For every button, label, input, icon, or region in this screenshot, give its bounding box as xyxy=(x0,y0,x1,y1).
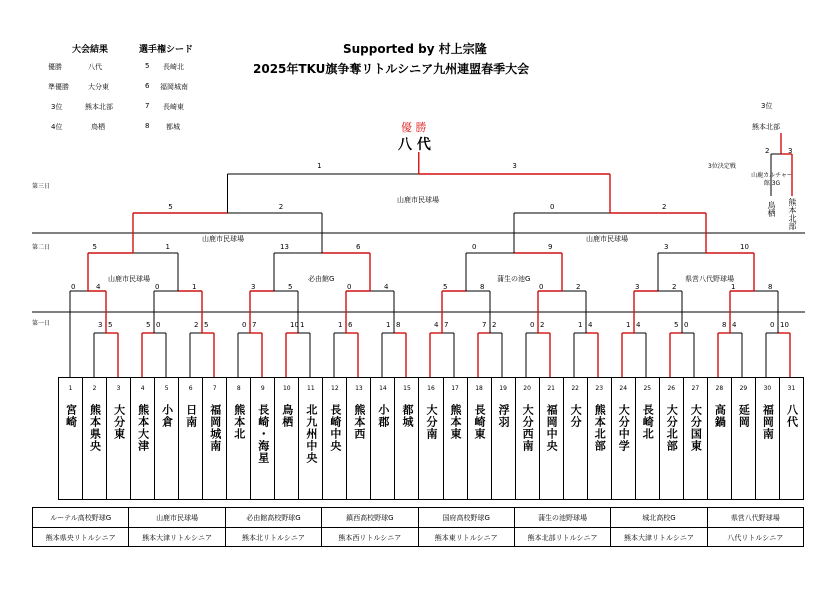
team-number: 20 xyxy=(523,385,531,392)
results-team: 熊本北部 xyxy=(85,103,113,111)
match-score: 5 xyxy=(443,283,448,291)
venue-host: 熊本北リトルシニア xyxy=(226,528,322,547)
team-cell xyxy=(780,378,803,499)
team-name: 熊本西 xyxy=(352,404,366,440)
match-score: 6 xyxy=(356,243,361,251)
third-place-venue: 山鹿カルチャー館 3G xyxy=(751,172,793,187)
match-score: 5 xyxy=(92,243,97,251)
match-score: 1 xyxy=(386,321,391,329)
seeds-title: 選手権シード xyxy=(139,45,194,55)
match-score: 5 xyxy=(674,321,679,329)
third-place-right-team: 熊本北部 xyxy=(788,198,797,230)
team-cell xyxy=(299,378,323,499)
match-score: 4 xyxy=(732,321,737,329)
match-score: 8 xyxy=(396,321,401,329)
match-score: 0 xyxy=(550,203,555,211)
team-name: 鳥栖 xyxy=(280,404,294,428)
team-name: 大分 xyxy=(569,404,583,428)
third-place-score: 3 xyxy=(788,147,793,155)
venue-host: 八代リトルシニア xyxy=(727,533,784,542)
team-number: 18 xyxy=(475,385,483,392)
match-score: 5 xyxy=(204,321,209,329)
team-cell xyxy=(323,378,347,499)
team-cell xyxy=(732,378,756,499)
match-score: 1 xyxy=(338,321,343,329)
venue-host: 熊本県央リトルシニア xyxy=(33,528,129,547)
match-score: 3 xyxy=(98,321,103,329)
match-score: 4 xyxy=(96,283,101,291)
match-score: 3 xyxy=(251,283,256,291)
team-cell xyxy=(227,378,251,499)
qf-venue: 山鹿市民球場 xyxy=(108,275,150,283)
team-cell xyxy=(444,378,468,499)
match-score: 10 xyxy=(780,321,789,329)
venue-table xyxy=(32,507,804,547)
third-place-match-label: 3位決定戦 xyxy=(708,163,736,170)
team-number: 5 xyxy=(164,385,169,392)
semi-venue-right: 山鹿市民球場 xyxy=(586,235,628,243)
match-score: 3 xyxy=(512,162,517,170)
match-score: 2 xyxy=(540,321,545,329)
team-name: 熊本北 xyxy=(232,404,246,440)
venue-ground: 必由館高校野球G xyxy=(226,508,322,527)
team-cell xyxy=(59,378,83,499)
team-number: 4 xyxy=(140,385,145,392)
team-cell xyxy=(516,378,540,499)
semi-venue-left: 山鹿市民球場 xyxy=(202,235,244,243)
team-cell xyxy=(83,378,107,499)
team-name: 大分中学 xyxy=(617,404,631,452)
team-cell xyxy=(708,378,732,499)
team-name: 熊本北部 xyxy=(593,404,607,452)
team-number: 27 xyxy=(691,385,700,392)
venue-ground: 山鹿市民球場 xyxy=(129,508,225,527)
team-number: 12 xyxy=(331,385,339,392)
match-score: 10 xyxy=(740,243,749,251)
team-name: 日南 xyxy=(184,404,198,428)
team-name: 大分北部 xyxy=(665,404,679,452)
team-cell xyxy=(492,378,516,499)
venue-ground: ルーテル高校野球G xyxy=(33,508,129,527)
team-number: 2 xyxy=(92,385,97,392)
results-label: 優勝 xyxy=(48,63,62,71)
team-name: 都城 xyxy=(400,404,414,428)
match-score: 7 xyxy=(444,321,449,329)
team-cell xyxy=(107,378,131,499)
team-number: 30 xyxy=(763,385,772,392)
results-team: 八代 xyxy=(88,63,102,71)
team-cell xyxy=(371,378,395,499)
team-cell xyxy=(612,378,636,499)
venue-ground: 国府高校野球G xyxy=(419,508,515,527)
team-name: 福岡城南 xyxy=(208,404,222,452)
match-score: 8 xyxy=(768,283,773,291)
team-name: 長崎中央 xyxy=(328,404,342,452)
match-score: 1 xyxy=(626,321,631,329)
team-number: 11 xyxy=(307,385,315,392)
seed-num: 8 xyxy=(145,122,150,130)
team-number: 13 xyxy=(355,385,363,392)
match-score: 0 xyxy=(472,243,477,251)
team-number: 9 xyxy=(260,385,265,392)
match-score: 10 xyxy=(290,321,299,329)
qf-venue: 県営八代野球場 xyxy=(685,275,734,283)
team-number: 26 xyxy=(667,385,676,392)
match-score: 2 xyxy=(672,283,677,291)
team-number: 31 xyxy=(787,385,796,392)
match-score: 5 xyxy=(288,283,293,291)
team-number: 21 xyxy=(547,385,555,392)
match-score: 2 xyxy=(194,321,199,329)
team-name: 北九州中央 xyxy=(304,404,318,464)
team-number: 25 xyxy=(643,385,652,392)
champion-label: 優 勝 xyxy=(401,121,427,134)
team-name: 福岡中央 xyxy=(545,404,559,452)
team-number: 29 xyxy=(739,385,748,392)
match-score: 0 xyxy=(156,321,161,329)
team-cell xyxy=(251,378,275,499)
match-score: 9 xyxy=(548,243,553,251)
match-score: 5 xyxy=(146,321,151,329)
seed-num: 6 xyxy=(145,82,150,90)
venue-grounds-row xyxy=(33,508,803,527)
seed-team: 都城 xyxy=(166,123,180,131)
team-number: 16 xyxy=(427,385,435,392)
match-score: 0 xyxy=(539,283,544,291)
venue-host: 熊本大津リトルシニア xyxy=(611,528,707,547)
results-label: 3位 xyxy=(51,103,63,111)
match-score: 2 xyxy=(662,203,667,211)
team-name: 小倉 xyxy=(160,404,174,428)
results-label: 4位 xyxy=(51,123,63,131)
match-score: 0 xyxy=(684,321,689,329)
qf-venue: 必由館G xyxy=(308,275,335,283)
match-score: 5 xyxy=(108,321,113,329)
match-score: 1 xyxy=(192,283,197,291)
team-name: 熊本大津 xyxy=(136,404,150,452)
team-cell xyxy=(684,378,708,499)
team-table xyxy=(58,377,804,500)
match-score: 1 xyxy=(731,283,736,291)
third-place-winner: 熊本北部 xyxy=(752,123,780,131)
third-place-label: 3位 xyxy=(761,102,773,110)
team-name: 宮崎 xyxy=(64,404,78,428)
team-number: 24 xyxy=(619,385,628,392)
team-cell xyxy=(756,378,780,499)
team-cell xyxy=(203,378,227,499)
match-score: 3 xyxy=(635,283,640,291)
team-cell xyxy=(131,378,155,499)
match-score: 4 xyxy=(384,283,389,291)
third-place-score: 2 xyxy=(765,147,770,155)
team-name: 延岡 xyxy=(737,404,751,428)
supported-by: Supported by 村上宗隆 xyxy=(343,42,487,56)
venue-ground: 県営八代野球場 xyxy=(730,513,780,522)
venue-host: 熊本東リトルシニア xyxy=(419,528,515,547)
third-place-left-team: 鳥栖 xyxy=(767,201,776,217)
team-name: 八代 xyxy=(785,404,799,428)
seed-num: 5 xyxy=(145,62,150,70)
team-number: 7 xyxy=(212,385,217,392)
venue-hosts-row xyxy=(33,527,803,547)
match-score: 5 xyxy=(168,203,173,211)
team-number: 17 xyxy=(451,385,459,392)
team-cell xyxy=(564,378,588,499)
team-number: 23 xyxy=(595,385,604,392)
team-name: 長崎・海星 xyxy=(256,404,270,464)
seed-team: 長崎北 xyxy=(163,63,184,71)
match-score: 0 xyxy=(347,283,352,291)
venue-host: 熊本大津リトルシニア xyxy=(129,528,225,547)
match-score: 2 xyxy=(576,283,581,291)
team-name: 福岡南 xyxy=(761,404,775,440)
team-cell xyxy=(155,378,179,499)
match-score: 0 xyxy=(530,321,535,329)
match-score: 0 xyxy=(242,321,247,329)
team-cell xyxy=(275,378,299,499)
team-cell xyxy=(347,378,371,499)
match-score: 8 xyxy=(722,321,727,329)
champion-team: 八 代 xyxy=(398,137,431,153)
match-score: 3 xyxy=(664,243,669,251)
team-cell xyxy=(540,378,564,499)
team-cell xyxy=(636,378,660,499)
qf-venue: 蒲生の池G xyxy=(497,275,531,283)
team-cell xyxy=(660,378,684,499)
round-label-day1: 第一日 xyxy=(32,320,51,327)
team-name: 小郡 xyxy=(376,404,390,428)
results-label: 準優勝 xyxy=(48,83,69,91)
match-score: 2 xyxy=(278,203,284,211)
results-team: 大分東 xyxy=(88,83,109,91)
team-number: 14 xyxy=(379,385,387,392)
team-cell xyxy=(468,378,492,499)
match-score: 1 xyxy=(165,243,170,251)
match-score: 4 xyxy=(434,321,439,329)
match-score: 1 xyxy=(578,321,583,329)
venue-host: 熊本西リトルシニア xyxy=(322,528,418,547)
venue-ground: 城北高校G xyxy=(611,508,707,527)
match-score: 7 xyxy=(482,321,487,329)
team-name: 長崎北 xyxy=(641,404,655,440)
team-name: 熊本県央 xyxy=(88,404,102,452)
results-title: 大会結果 xyxy=(72,45,109,55)
team-name: 大分西南 xyxy=(521,404,535,452)
round-label-day2: 第二日 xyxy=(32,244,51,251)
match-score: 1 xyxy=(300,321,305,329)
results-team: 鳥栖 xyxy=(91,123,105,131)
match-score: 0 xyxy=(155,283,160,291)
match-score: 6 xyxy=(348,321,353,329)
match-score: 4 xyxy=(588,321,593,329)
team-number: 15 xyxy=(403,385,411,392)
team-name: 長崎東 xyxy=(473,404,487,440)
team-name: 熊本東 xyxy=(449,404,463,440)
page-title: 2025年TKU旗争奪リトルシニア九州連盟春季大会 xyxy=(253,62,530,76)
match-score: 13 xyxy=(280,243,289,251)
team-number: 1 xyxy=(68,385,73,392)
venue-host: 熊本北部リトルシニア xyxy=(515,528,611,547)
venue-ground: 蒲生の池野球場 xyxy=(515,508,611,527)
team-cell xyxy=(588,378,612,499)
team-cell xyxy=(179,378,203,499)
team-name: 大分南 xyxy=(424,404,438,440)
match-score: 4 xyxy=(636,321,641,329)
team-cell xyxy=(419,378,443,499)
seed-team: 長崎東 xyxy=(163,103,184,111)
team-number: 6 xyxy=(188,385,193,392)
team-number: 3 xyxy=(116,385,121,392)
round-label-day3: 第三日 xyxy=(32,183,51,190)
final-venue: 山鹿市民球場 xyxy=(397,196,439,204)
team-number: 8 xyxy=(236,385,241,392)
team-name: 浮羽 xyxy=(497,404,511,428)
seed-team: 福岡城南 xyxy=(160,83,188,91)
match-score: 7 xyxy=(252,321,257,329)
team-name: 高鍋 xyxy=(713,404,727,428)
match-score: 8 xyxy=(480,283,485,291)
match-score: 1 xyxy=(317,162,322,170)
team-cell xyxy=(395,378,419,499)
team-name: 大分東 xyxy=(112,404,126,440)
team-name: 大分国東 xyxy=(689,404,703,452)
venue-ground: 鎮西高校野球G xyxy=(322,508,418,527)
match-score: 2 xyxy=(492,321,497,329)
match-score: 0 xyxy=(71,283,76,291)
seed-num: 7 xyxy=(145,102,150,110)
team-number: 28 xyxy=(715,385,724,392)
match-score: 0 xyxy=(770,321,775,329)
team-number: 10 xyxy=(282,385,291,392)
team-number: 22 xyxy=(571,385,579,392)
team-number: 19 xyxy=(499,385,507,392)
